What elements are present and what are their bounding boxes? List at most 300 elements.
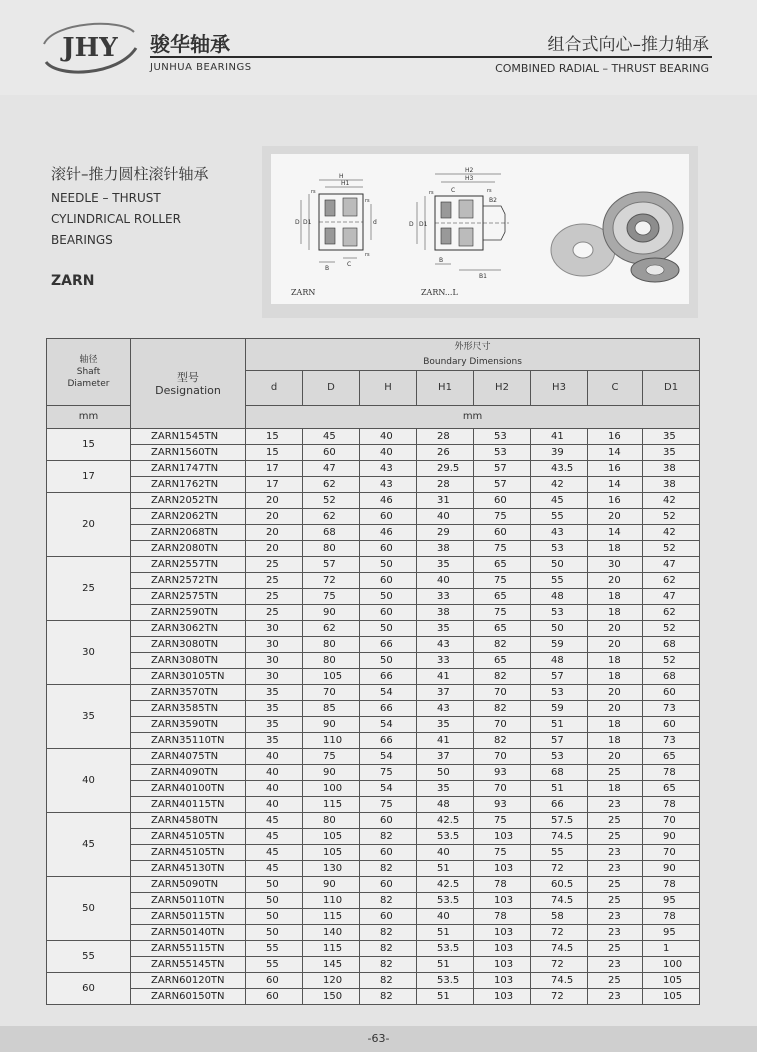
table-row [47,429,700,445]
table-row [47,813,700,829]
designation-header-en: Designation [155,383,221,397]
table-row [47,941,700,957]
column-header: H3 [531,371,588,406]
dimension-cell: 105 [303,829,360,845]
dimension-cell: 42 [643,525,700,541]
logo-text: JHY [62,33,118,63]
dimension-cell: 60 [360,541,417,557]
dimension-cell: 70 [643,813,700,829]
dimension-cell: 59 [531,637,588,653]
dimension-cell: 20 [588,749,643,765]
designation-cell: ZARN35110TN [131,733,246,749]
dimension-cell: 53.5 [417,829,474,845]
dimension-cell: 150 [303,989,360,1005]
dimension-cell: 60 [474,493,531,509]
table-row [47,477,700,493]
dimension-cell: 78 [474,877,531,893]
dimension-cell: 47 [643,589,700,605]
designation-cell: ZARN2068TN [131,525,246,541]
shaft-header-en: Shaft [76,367,101,377]
designation-cell: ZARN4075TN [131,749,246,765]
boundary-dimensions-cn: 外形尺寸 [454,341,491,352]
dimension-cell: 50 [360,557,417,573]
dimension-cell: 47 [643,557,700,573]
bearing-photo [543,158,688,298]
dimension-cell: 20 [246,493,303,509]
dimension-cell: 60 [246,989,303,1005]
dimension-cell: 70 [474,749,531,765]
svg-text:B: B [439,257,444,264]
dimension-cell: 70 [643,845,700,861]
designation-cell: ZARN40100TN [131,781,246,797]
dimension-cell: 53 [474,445,531,461]
shaft-diameter-cell: 20 [47,493,131,557]
shaft-diameter-cell: 50 [47,877,131,941]
dimension-cell: 20 [246,525,303,541]
dimension-cell: 82 [360,925,417,941]
dimension-cell: 52 [643,653,700,669]
shaft-diameter-cell: 35 [47,685,131,749]
dimension-cell: 85 [303,701,360,717]
brand-name-en: JUNHUA BEARINGS [150,62,252,73]
designation-cell: ZARN50115TN [131,909,246,925]
dimension-cell: 41 [417,669,474,685]
designation-cell: ZARN2557TN [131,557,246,573]
shaft-diameter-cell: 55 [47,941,131,973]
dimension-cell: 51 [417,861,474,877]
dimension-cell: 110 [303,893,360,909]
dimension-cell: 30 [246,637,303,653]
dimension-cell: 50 [531,557,588,573]
table-row [47,557,700,573]
column-header: D1 [643,371,700,406]
dimension-cell: 48 [531,589,588,605]
dimension-cell: 82 [360,941,417,957]
dimension-cell: 26 [417,445,474,461]
dimension-cell: 38 [417,605,474,621]
dimension-cell: 103 [474,973,531,989]
shaft-unit: mm [47,406,131,429]
designation-cell: ZARN1560TN [131,445,246,461]
dimension-cell: 45 [303,429,360,445]
dimension-cell: 50 [531,621,588,637]
dimension-cell: 115 [303,797,360,813]
column-header: H1 [417,371,474,406]
table-row [47,637,700,653]
dimension-cell: 140 [303,925,360,941]
dimension-cell: 70 [474,717,531,733]
dimension-cell: 18 [588,781,643,797]
dimension-cell: 66 [360,701,417,717]
column-header: C [588,371,643,406]
dimension-cell: 54 [360,717,417,733]
dimension-cell: 51 [417,957,474,973]
dimension-cell: 23 [588,909,643,925]
dimension-cell: 17 [246,477,303,493]
dimension-cell: 103 [474,925,531,941]
designation-cell: ZARN30105TN [131,669,246,685]
dimension-cell: 25 [588,941,643,957]
dimensions-table [46,338,700,1005]
dimension-cell: 45 [246,845,303,861]
dimension-cell: 78 [643,765,700,781]
series-code: ZARN [51,273,95,289]
svg-text:C: C [451,187,456,194]
company-logo [40,18,140,74]
dimension-cell: 60 [360,909,417,925]
dimension-cell: 75 [303,749,360,765]
dimension-cell: 70 [474,781,531,797]
dimension-cell: 40 [417,509,474,525]
shaft-diameter-cell: 30 [47,621,131,685]
dimension-cell: 54 [360,781,417,797]
dimension-cell: 35 [246,701,303,717]
dimension-cell: 16 [588,429,643,445]
dimension-cell: 52 [643,541,700,557]
dimension-cell: 35 [246,685,303,701]
dimension-cell: 70 [303,685,360,701]
dimension-cell: 45 [246,829,303,845]
designation-cell: ZARN2062TN [131,509,246,525]
dimension-cell: 42.5 [417,813,474,829]
dimension-cell: 41 [417,733,474,749]
dimension-cell: 38 [643,477,700,493]
table-row [47,445,700,461]
page-number: -63- [367,1032,390,1045]
dimension-cell: 15 [246,429,303,445]
table-row [47,861,700,877]
dimension-cell: 28 [417,429,474,445]
designation-cell: ZARN1762TN [131,477,246,493]
dimension-cell: 75 [474,509,531,525]
table-body [47,429,700,1005]
dimension-cell: 42.5 [417,877,474,893]
dimension-cell: 50 [246,877,303,893]
dimension-cell: 29.5 [417,461,474,477]
shaft-diameter-cell: 15 [47,429,131,461]
dimension-cell: 18 [588,589,643,605]
svg-text:C: C [347,261,352,268]
table-row [47,701,700,717]
dimension-cell: 65 [474,621,531,637]
dimension-cell: 100 [643,957,700,973]
dimension-cell: 59 [531,701,588,717]
table-row [47,765,700,781]
shaft-header-cn: 轴径 [79,355,98,365]
svg-text:D: D [295,219,300,226]
svg-text:B2: B2 [489,197,497,204]
svg-text:H2: H2 [465,167,474,174]
designation-cell: ZARN2575TN [131,589,246,605]
dimension-cell: 23 [588,861,643,877]
dimension-cell: 18 [588,653,643,669]
dimension-cell: 37 [417,749,474,765]
dimension-cell: 18 [588,605,643,621]
svg-text:rs: rs [429,190,434,196]
table-row [47,781,700,797]
dimension-cell: 53.5 [417,973,474,989]
dimension-cell: 60 [303,445,360,461]
designation-cell: ZARN60120TN [131,973,246,989]
designation-cell: ZARN50140TN [131,925,246,941]
table-row [47,877,700,893]
dimension-cell: 25 [246,573,303,589]
dimension-cell: 53 [531,541,588,557]
designation-cell: ZARN45105TN [131,845,246,861]
dimension-cell: 23 [588,797,643,813]
dimension-cell: 105 [643,973,700,989]
dimension-cell: 62 [303,509,360,525]
dimension-cell: 31 [417,493,474,509]
dimension-cell: 20 [588,573,643,589]
dimension-cell: 57 [303,557,360,573]
dimension-cell: 51 [531,717,588,733]
dimension-cell: 95 [643,893,700,909]
dimension-cell: 65 [643,749,700,765]
table-row [47,925,700,941]
dimension-cell: 55 [531,509,588,525]
svg-text:D: D [409,221,414,228]
page-header [0,0,757,95]
designation-cell: ZARN2572TN [131,573,246,589]
dimension-cell: 35 [643,429,700,445]
dimension-cell: 68 [643,637,700,653]
dimension-cell: 78 [643,909,700,925]
dimension-cell: 35 [417,621,474,637]
dimension-cell: 75 [474,573,531,589]
dimension-cell: 52 [643,509,700,525]
dimension-cell: 72 [531,957,588,973]
dimension-cell: 90 [303,877,360,893]
dimension-cell: 46 [360,493,417,509]
dimension-cell: 54 [360,685,417,701]
dimension-cell: 50 [360,621,417,637]
table-row [47,749,700,765]
designation-cell: ZARN5090TN [131,877,246,893]
table-row [47,717,700,733]
dimension-cell: 74.5 [531,829,588,845]
table-row [47,621,700,637]
dimension-cell: 48 [417,797,474,813]
dimension-cell: 73 [643,701,700,717]
dimension-cell: 45 [246,861,303,877]
dimension-cell: 93 [474,797,531,813]
dimension-cell: 40 [360,429,417,445]
dimension-cell: 75 [360,765,417,781]
dimension-cell: 18 [588,541,643,557]
dimension-cell: 115 [303,909,360,925]
dimension-cell: 25 [588,973,643,989]
figure-caption-zarn: ZARN [291,288,316,297]
dimension-cell: 14 [588,477,643,493]
dimension-cell: 50 [417,765,474,781]
table-row [47,509,700,525]
dimension-cell: 78 [474,909,531,925]
svg-text:H: H [339,173,344,180]
dimension-cell: 53.5 [417,941,474,957]
dimension-cell: 55 [531,845,588,861]
dimension-cell: 25 [588,829,643,845]
dimension-cell: 105 [303,669,360,685]
designation-cell: ZARN3080TN [131,653,246,669]
product-title-en [51,188,181,251]
dimension-cell: 53 [531,749,588,765]
dimension-cell: 40 [246,749,303,765]
designation-cell: ZARN1545TN [131,429,246,445]
table-row [47,829,700,845]
dimension-cell: 16 [588,493,643,509]
svg-text:H3: H3 [465,175,474,182]
dimension-cell: 1 [643,941,700,957]
dimension-cell: 72 [303,573,360,589]
dimension-cell: 53 [474,429,531,445]
svg-text:B: B [325,265,330,272]
table-row [47,909,700,925]
dimension-cell: 65 [474,557,531,573]
dimension-cell: 16 [588,461,643,477]
dimension-cell: 43 [360,477,417,493]
dimensions-unit: mm [246,406,700,429]
dimension-cell: 57 [531,669,588,685]
dimension-cell: 35 [417,781,474,797]
dimension-cell: 74.5 [531,973,588,989]
table-row [47,893,700,909]
shaft-diameter-cell: 25 [47,557,131,621]
dimension-cell: 115 [303,941,360,957]
dimension-cell: 66 [360,733,417,749]
dimension-cell: 90 [303,765,360,781]
dimension-cell: 30 [246,669,303,685]
dimension-cell: 37 [417,685,474,701]
dimension-cell: 60 [360,845,417,861]
dimension-cell: 75 [474,845,531,861]
dimension-cell: 72 [531,925,588,941]
dimension-cell: 60 [360,605,417,621]
designation-cell: ZARN2080TN [131,541,246,557]
dimension-cell: 60.5 [531,877,588,893]
svg-text:D1: D1 [419,221,428,228]
designation-cell: ZARN50110TN [131,893,246,909]
dimension-cell: 23 [588,925,643,941]
table-row [47,733,700,749]
brand-name-cn: 骏华轴承 [150,32,230,56]
dimension-cell: 18 [588,669,643,685]
dimension-cell: 40 [417,909,474,925]
designation-cell: ZARN55145TN [131,957,246,973]
designation-cell: ZARN3080TN [131,637,246,653]
dimension-cell: 25 [588,893,643,909]
dimension-cell: 72 [531,989,588,1005]
designation-cell: ZARN3570TN [131,685,246,701]
dimension-cell: 43 [531,525,588,541]
dimension-cell: 43 [417,637,474,653]
dimension-cell: 14 [588,525,643,541]
dimension-cell: 35 [417,557,474,573]
dimension-cell: 60 [474,525,531,541]
dimension-cell: 90 [643,829,700,845]
dimension-cell: 51 [417,925,474,941]
dimension-cell: 29 [417,525,474,541]
dimension-cell: 100 [303,781,360,797]
dimension-cell: 68 [531,765,588,781]
section-title-cn: 组合式向心–推力轴承 [547,35,709,55]
table-row [47,653,700,669]
dimension-cell: 103 [474,861,531,877]
dimension-cell: 23 [588,957,643,973]
page-footer [0,1026,757,1052]
designation-cell: ZARN2052TN [131,493,246,509]
svg-text:rs: rs [365,252,370,258]
table-row [47,685,700,701]
dimension-cell: 40 [417,845,474,861]
dimension-cell: 40 [246,797,303,813]
shaft-header-en: Diameter [67,379,110,389]
dimension-cell: 78 [643,877,700,893]
dimension-cell: 80 [303,637,360,653]
dimension-cell: 72 [531,861,588,877]
dimension-cell: 50 [246,909,303,925]
dimension-cell: 60 [643,717,700,733]
dimension-cell: 78 [643,797,700,813]
boundary-dimensions-header [246,339,700,371]
table-row [47,797,700,813]
dimension-cell: 103 [474,829,531,845]
shaft-diameter-cell: 40 [47,749,131,813]
designation-cell: ZARN45105TN [131,829,246,845]
dimension-cell: 45 [246,813,303,829]
figure-panel [262,146,698,318]
svg-text:rs: rs [487,188,492,194]
designation-header [131,339,246,429]
dimension-cell: 103 [474,893,531,909]
dimension-cell: 53.5 [417,893,474,909]
dimension-cell: 18 [588,717,643,733]
dimension-cell: 55 [531,573,588,589]
dimension-cell: 57 [474,461,531,477]
dimension-cell: 43 [360,461,417,477]
dimension-cell: 65 [474,589,531,605]
dimension-cell: 50 [246,925,303,941]
dimension-cell: 55 [246,957,303,973]
dimension-cell: 75 [360,797,417,813]
table-row [47,845,700,861]
dimension-cell: 82 [474,701,531,717]
column-header: D [303,371,360,406]
dimension-cell: 75 [474,813,531,829]
designation-cell: ZARN4090TN [131,765,246,781]
dimension-cell: 90 [303,717,360,733]
dimension-cell: 60 [360,509,417,525]
table-row [47,461,700,477]
dimension-cell: 40 [246,765,303,781]
dimension-cell: 62 [643,605,700,621]
dimension-cell: 145 [303,957,360,973]
dimension-cell: 39 [531,445,588,461]
dimension-cell: 66 [360,637,417,653]
dimension-cell: 47 [303,461,360,477]
dimension-cell: 14 [588,445,643,461]
dimension-cell: 42 [643,493,700,509]
section-title-en: COMBINED RADIAL – THRUST BEARING [495,62,709,75]
dimension-cell: 74.5 [531,893,588,909]
dimension-cell: 58 [531,909,588,925]
dimension-cell: 103 [474,957,531,973]
dimension-cell: 28 [417,477,474,493]
table-row [47,541,700,557]
dimension-cell: 82 [474,733,531,749]
dimension-cell: 20 [246,509,303,525]
dimension-cell: 20 [246,541,303,557]
